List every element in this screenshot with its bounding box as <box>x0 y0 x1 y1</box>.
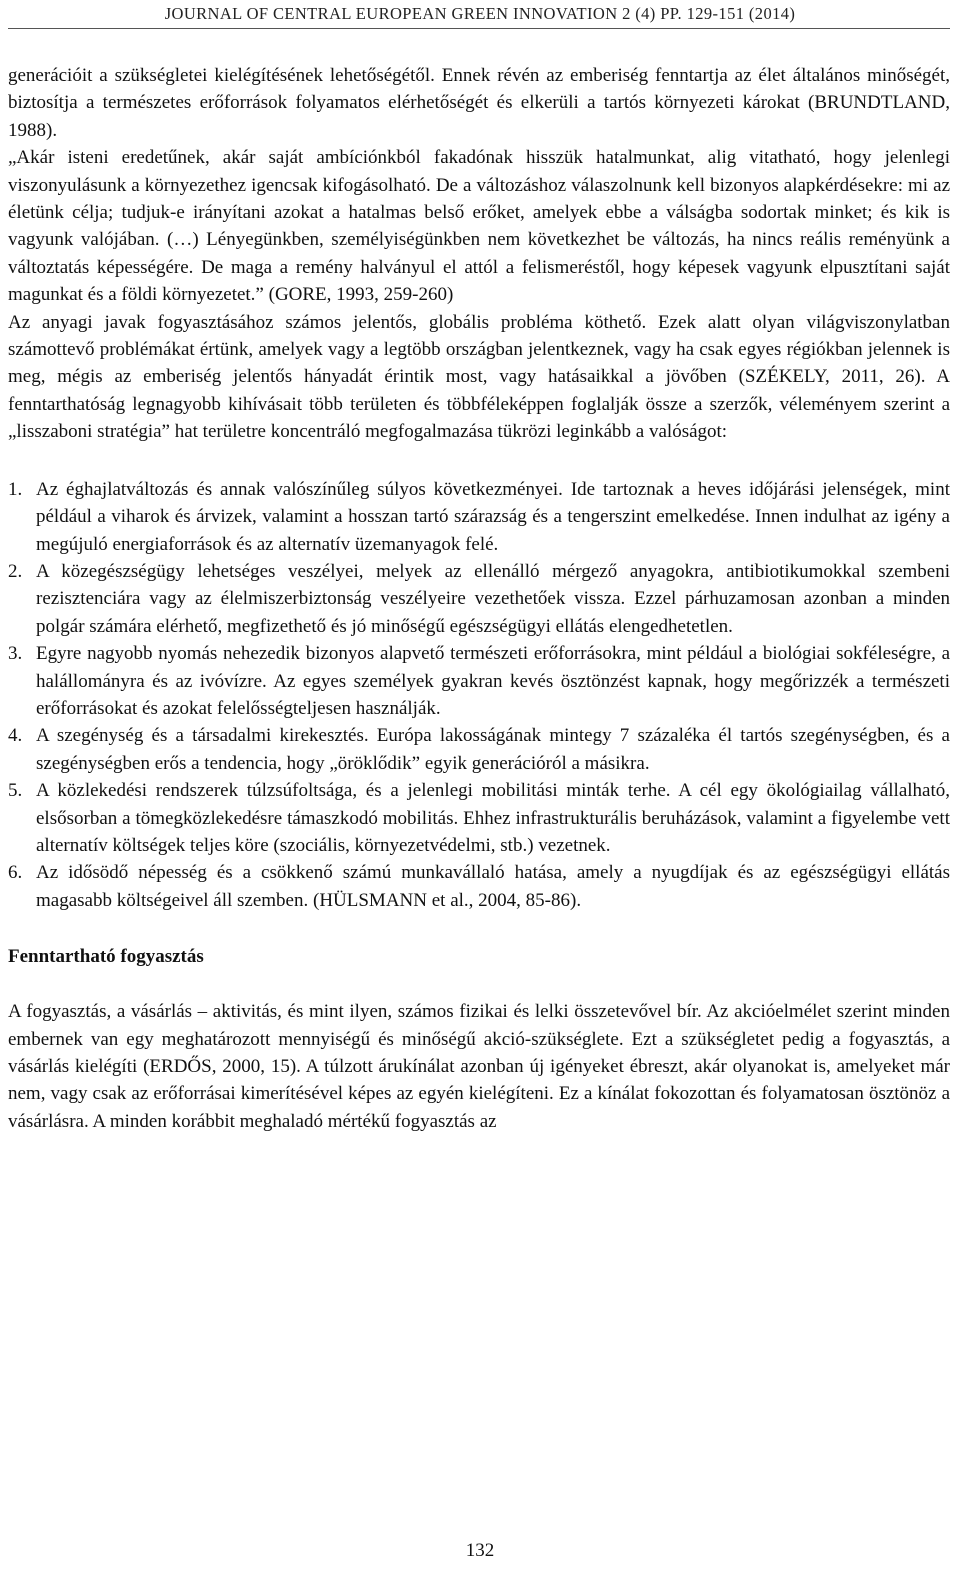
list-item <box>8 722 950 777</box>
list-item-text: Az éghajlatváltozás és annak valószínűleg súlyos következményei. Ide tartoznak a heves időjárási jelenségek, mint például a viharok és árvizek, valamint a hosszan tartó szárazság és a tengerszint emelkedése. Innen indulhat az igény a megújuló energiaforrások és az alternatív üzemanyagok felé. <box>36 478 950 555</box>
list-item <box>8 859 950 914</box>
list-item-text: Egyre nagyobb nyomás nehezedik bizonyos alapvető természeti erőforrásokra, mint például a biológiai sokféleségre, a halállományra és az ivóvízre. Az egyes személyek gyakran kevés ösztönzést kapnak, hogy megőrizzék a természeti erőforrásokat és azokat felelősségteljesen használják. <box>36 643 950 719</box>
spacer <box>8 970 950 998</box>
list-item-number: 5. <box>8 780 23 802</box>
spacer <box>8 914 950 943</box>
challenges-list <box>8 476 950 915</box>
body-paragraph-quote: „Akár isteni eredetűnek, akár saját ambíciónkból fakadónak hisszük hatalmunkat, alig vitatható, hogy jelenlegi viszonyulásunk a környezethez igencsak kifogásolható. De a változáshoz válaszolnunk kell bizonyos alapkérdésekre: mi az életünk célja; tudjuk-e irányítani azokat a hatalmas belső erőket, amelyek ebbe a válságba sodortak minket; és kik is vagyunk valójában. (…) Lényegünkben, személyiségünkben nem következhet be változás, ha nincs reális reményünk a változtatás képességére. De maga a remény halványul el attól a felismeréstől, hogy képesek vagyunk elpusztítani saját magunkat és a földi környezetet.” (GORE, 1993, 259-260) <box>8 147 950 306</box>
list-item <box>8 558 950 640</box>
list-item-text: Az idősödő népesség és a csökkenő számú munkavállaló hatása, amely a nyugdíjak és az egészségügyi ellátás magasabb költségeivel áll szemben. (HÜLSMANN et al., 2004, 85-86). <box>36 862 950 911</box>
list-item-text: A közlekedési rendszerek túlzsúfoltsága, és a jelenlegi mobilitási minták terhe. A cél egy ökológiailag vállalható, elsősorban a tömegközlekedésre támaszkodó mobilitás. Ehhez infrastrukturális beruházások, valamint a figyelembe vett alternatív költségek teljes köre (szociális, környezetvédelmi, stb.) vezetnek. <box>36 780 950 856</box>
page-number: 132 <box>465 1540 495 1561</box>
list-item <box>8 777 950 859</box>
page-body <box>8 62 950 1135</box>
list-item <box>8 640 950 722</box>
section-heading: Fenntartható fogyasztás <box>8 946 204 968</box>
header-divider <box>8 28 950 29</box>
list-item-text: A szegénység és a társadalmi kirekesztés. Európa lakosságának mintegy 7 százaléka él tartós szegénységben, és a szegénységben erős a tendencia, hogy „öröklődik” egyik generációról a másikra. <box>36 725 950 774</box>
list-item-number: 2. <box>8 560 23 582</box>
list-item-number: 1. <box>8 478 23 500</box>
list-item-number: 6. <box>8 862 23 884</box>
list-item-number: 4. <box>8 725 23 747</box>
list-item-text: A közegészségügy lehetséges veszélyei, melyek az ellenálló mérgező anyagokra, antibiotikumokkal szembeni rezisztenciára vagy az élelmiszerbiztonság veszélyeire vezethetőek vissza. Ezzel párhuzamosan azonban a minden polgár számára elérhető, megfizethető és jó minőségű egészségügyi ellátás elengedhetetlen. <box>36 560 950 637</box>
body-paragraph-continuation: generációit a szükségletei kielégítésének lehetőségétől. Ennek révén az emberiség fenntartja az élet általános minőségét, biztosítja a természetes erőforrások folyamatos elérhetőségét és elkerüli a tartós környezeti károkat (BRUNDTLAND, 1988). <box>8 65 950 141</box>
body-paragraph-problems: Az anyagi javak fogyasztásához számos jelentős, globális probléma köthető. Ezek alatt olyan világviszonylatban számottevő problémákat értünk, amelyek vagy a legtöbb országban jelentkeznek, vagy ha csak egyes régiókban jelennek is meg, mégis az emberiség jelentős hányadát érintik most, vagy hatásaikkal a jövőben (SZÉKELY, 2011, 26). A fenntarthatóság legnagyobb kihívásait több területen és többféleképpen foglalják össze a szerzők, véleményem szerint a „lisszaboni stratégia” hat területre koncentráló megfogalmazása tükrözi leginkább a valóságot: <box>8 311 950 443</box>
list-item-number: 3. <box>8 643 23 665</box>
list-item <box>8 476 950 558</box>
spacer <box>8 446 950 476</box>
section-paragraph: A fogyasztás, a vásárlás – aktivitás, és mint ilyen, számos fizikai és lelki összetevővel bír. Az akcióelmélet szerint minden embernek van egy meghatározott mennyiségű és minőségű akció-szükséglete. Ezt a szükségletet pedig a fogyasztás, a vásárlás kielégíti (ERDŐS, 2000, 15). A túlzott árukínálat azonban új igényeket ébreszt, akár olyanokat is, amelyeket már nem, vagy csak az erőforrásai kimerítésével képes az egyén kielégíteni. Ez a kínálat fokozottan és folyamatosan ösztönöz a vásárlásra. A minden korábbit meghaladó mértékű fogyasztás az <box>8 1001 950 1132</box>
running-header: JOURNAL OF CENTRAL EUROPEAN GREEN INNOVATION 2 (4) PP. 129-151 (2014) <box>164 4 796 23</box>
